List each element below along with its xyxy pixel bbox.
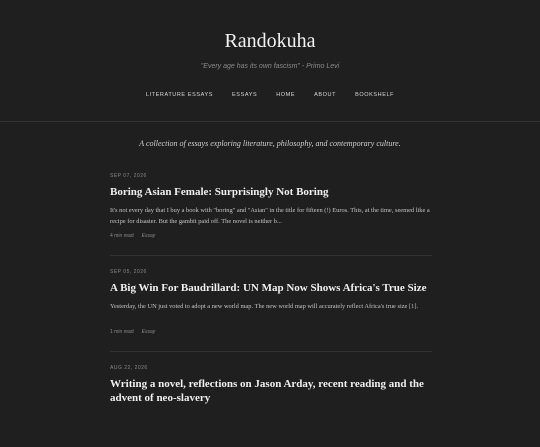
post-item bbox=[110, 160, 432, 255]
post-excerpt: It's not every day that I buy a book with "boring" and "Asian" in the title for fifteen (!) Euros. This, at the time, seemed like a recipe for disaster. But the gambit paid off. The novel is neither b... bbox=[110, 207, 430, 225]
main-nav bbox=[0, 92, 540, 98]
site-tagline: "Every age has its own fascism" - Primo Levi bbox=[200, 63, 340, 70]
post-date: AUG 22, 2026 bbox=[110, 365, 148, 371]
post-meta bbox=[110, 329, 155, 335]
nav-bookshelf[interactable]: BOOKSHELF bbox=[355, 92, 395, 98]
post-tag[interactable]: Essay bbox=[141, 329, 156, 335]
site-intro: A collection of essays exploring literature, philosophy, and contemporary culture. bbox=[139, 139, 401, 148]
nav-home[interactable]: HOME bbox=[276, 92, 296, 98]
post-meta bbox=[110, 233, 155, 239]
post-tag[interactable]: Essay bbox=[141, 233, 156, 239]
post-title[interactable]: Boring Asian Female: Surprisingly Not Boring bbox=[110, 186, 329, 198]
post-read-time: 1 min read bbox=[110, 329, 134, 335]
nav-about[interactable]: ABOUT bbox=[314, 92, 337, 98]
post-title[interactable]: Writing a novel, reflections on Jason Arday, recent reading and the advent of neo-slavery bbox=[110, 378, 424, 404]
site-title[interactable]: Randokuha bbox=[224, 30, 316, 52]
post-excerpt: Yesterday, the UN just voted to adopt a new world map. The new world map will accurately reflect Africa's true size [1]. bbox=[110, 303, 419, 310]
post-date: SEP 05, 2026 bbox=[110, 269, 147, 275]
post-read-time: 4 min read bbox=[110, 233, 134, 239]
post-item bbox=[110, 351, 432, 447]
nav-essays[interactable]: ESSAYS bbox=[232, 92, 258, 98]
post-date: SEP 07, 2026 bbox=[110, 173, 147, 179]
site-header bbox=[0, 0, 540, 122]
nav-literature-essays[interactable]: LITERATURE ESSAYS bbox=[145, 92, 214, 98]
post-item bbox=[110, 255, 432, 351]
post-title[interactable]: A Big Win For Baudrillard: UN Map Now Shows Africa's True Size bbox=[110, 282, 427, 294]
post-list bbox=[110, 160, 432, 447]
